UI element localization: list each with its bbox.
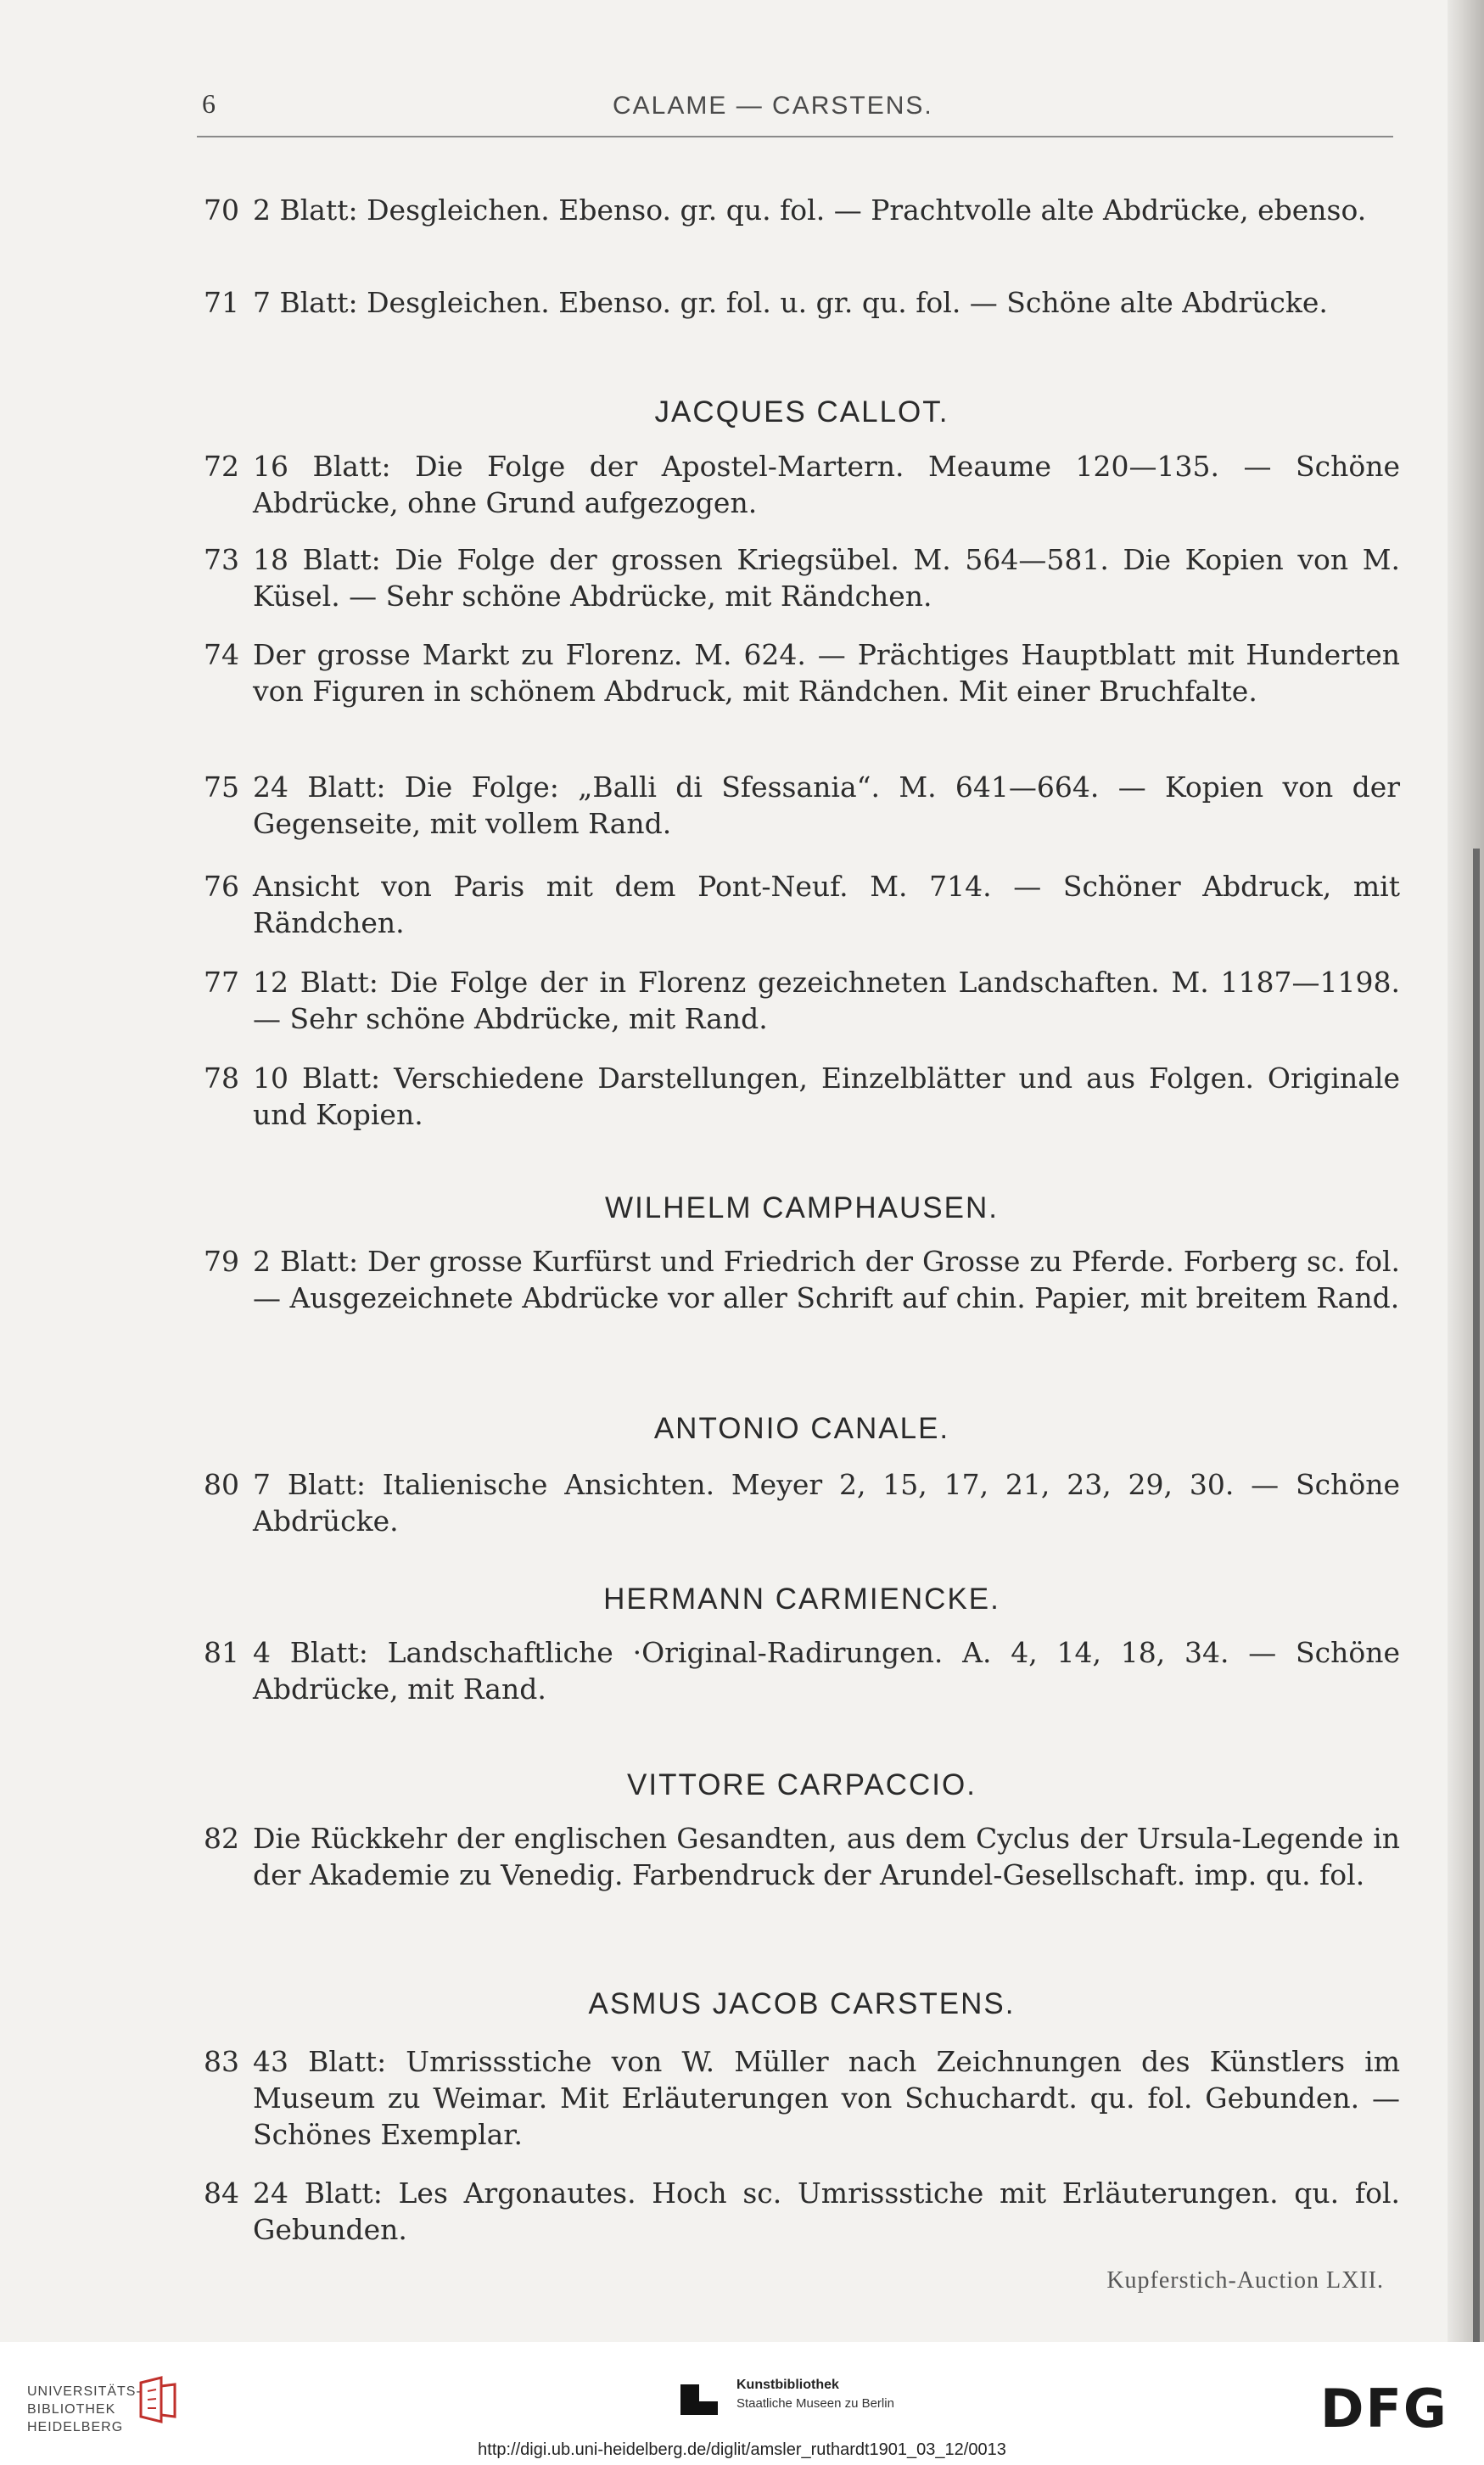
kunstbibliothek-logo-icon [679,2376,725,2418]
catalog-entry [204,284,1400,321]
entry-number: 80 [204,1468,239,1501]
entry-text: 7 Blatt: Italienische Ansichten. Meyer 2, 15, 17, 21, 23, 29, 30. — Schöne Abdrücke. [253,1468,1400,1538]
entry-number: 82 [204,1822,239,1855]
entry-number: 73 [204,543,239,576]
university-line: HEIDELBERG [27,2420,124,2434]
section-heading-carpaccio: VITTORE CARPACCIO. [627,1768,977,1801]
entry-text: Der grosse Markt zu Florenz. M. 624. — Prächtiges Hauptblatt mit Hunderten von Figuren in schönem Abdruck, mit Rändchen. Mit einer Bruchfalte. [253,638,1400,708]
entry-number: 78 [204,1062,239,1095]
entry-number: 77 [204,966,239,999]
page-number: 6 [202,88,216,119]
catalog-entry [204,1634,1400,1707]
entry-number: 74 [204,638,239,671]
section-heading-carmiencke: HERMANN CARMIENCKE. [603,1583,1000,1616]
catalog-entry [204,636,1400,709]
catalog-entry [204,448,1400,521]
entry-number: 71 [204,286,239,319]
university-logo-icon [136,2374,180,2425]
section-heading-canale: ANTONIO CANALE. [653,1412,950,1445]
entry-text: Die Rückkehr der englischen Gesandten, aus dem Cyclus der Ursula-Legende in der Akademie zu Venedig. Farbendruck der Arundel-Gesellschaft. imp. qu. fol. [253,1822,1400,1891]
entry-number: 79 [204,1245,239,1278]
entry-text: 24 Blatt: Die Folge: „Balli di Sfessania“. M. 641—664. — Kopien von der Gegenseite, mit vollem Rand. [253,770,1400,840]
entry-number: 81 [204,1636,239,1669]
kunstbibliothek-title: Kunstbibliothek [736,2378,839,2392]
catalog-entry [204,1466,1400,1539]
catalog-entry [204,1243,1400,1316]
entry-number: 70 [204,193,239,227]
entry-text: Ansicht von Paris mit dem Pont-Neuf. M. 714. — Schöner Abdruck, mit Rändchen. [253,870,1400,939]
entry-text: 16 Blatt: Die Folge der Apostel-Martern. Meaume 120—135. — Schöne Abdrücke, ohne Grund aufgezogen. [253,450,1400,519]
dfg-logo: DFG [1320,2378,1448,2440]
university-library-label [27,2383,142,2436]
catalog-entry [204,2175,1400,2248]
entry-text: 43 Blatt: Umrissstiche von W. Müller nach Zeichnungen des Künstlers im Museum zu Weimar. Mit Erläuterungen von Schuchardt. qu. fol. Gebunden. — Schönes Exemplar. [253,2045,1400,2151]
university-line: BIBLIOTHEK [27,2402,116,2417]
auction-signature: Kupferstich-Auction LXII. [1106,2267,1384,2294]
entry-text: 4 Blatt: Landschaftliche ·Original-Radirungen. A. 4, 14, 18, 34. — Schöne Abdrücke, mit Rand. [253,1636,1400,1706]
entry-text: 24 Blatt: Les Argonautes. Hoch sc. Umrissstiche mit Erläuterungen. qu. fol. Gebunden. [253,2176,1400,2246]
permalink-url[interactable]: http://digi.ub.uni-heidelberg.de/diglit/amsler_ruthardt1901_03_12/0013 [478,2440,1006,2459]
catalog-entry [204,541,1400,614]
entry-number: 76 [204,870,239,903]
entry-text: 18 Blatt: Die Folge der grossen Kriegsübel. M. 564—581. Die Kopien von M. Küsel. — Sehr schöne Abdrücke, mit Rändchen. [253,543,1400,613]
entry-text: 2 Blatt: Desgleichen. Ebenso. gr. qu. fol. — Prachtvolle alte Abdrücke, ebenso. [253,193,1367,227]
catalog-entry [204,1820,1400,1893]
page-edge-shadow [1448,0,1484,2342]
entry-number: 83 [204,2045,239,2078]
entry-number: 72 [204,450,239,483]
section-heading-callot: JACQUES CALLOT. [654,395,949,429]
catalog-entry [204,192,1400,228]
catalog-entry [204,868,1400,941]
running-head [0,88,1484,129]
catalog-entry [204,964,1400,1037]
entry-text: 2 Blatt: Der grosse Kurfürst und Friedrich der Grosse zu Pferde. Forberg sc. fol. — Ausgezeichnete Abdrücke vor aller Schrift auf chin. Papier, mit breitem Rand. [253,1245,1400,1314]
entry-text: 7 Blatt: Desgleichen. Ebenso. gr. fol. u. gr. qu. fol. — Schöne alte Abdrücke. [253,286,1328,319]
section-heading-camphausen: WILHELM CAMPHAUSEN. [605,1191,999,1224]
digitization-footer [0,2342,1484,2465]
catalog-entry [204,769,1400,842]
kunstbibliothek-subtitle: Staatliche Museen zu Berlin [736,2396,894,2411]
entry-number: 84 [204,2176,239,2210]
section-heading-carstens: ASMUS JACOB CARSTENS. [588,1987,1016,2020]
entry-number: 75 [204,770,239,804]
catalog-entry [204,2043,1400,2153]
entry-text: 10 Blatt: Verschiedene Darstellungen, Einzelblätter und aus Folgen. Originale und Kopien. [253,1062,1400,1131]
university-line: UNIVERSITÄTS- [27,2384,142,2399]
entry-text: 12 Blatt: Die Folge der in Florenz gezeichneten Landschaften. M. 1187—1198. — Sehr schöne Abdrücke, mit Rand. [253,966,1400,1035]
header-rule [197,136,1393,137]
catalog-entry [204,1060,1400,1133]
running-title: CALAME — CARSTENS. [613,92,933,120]
